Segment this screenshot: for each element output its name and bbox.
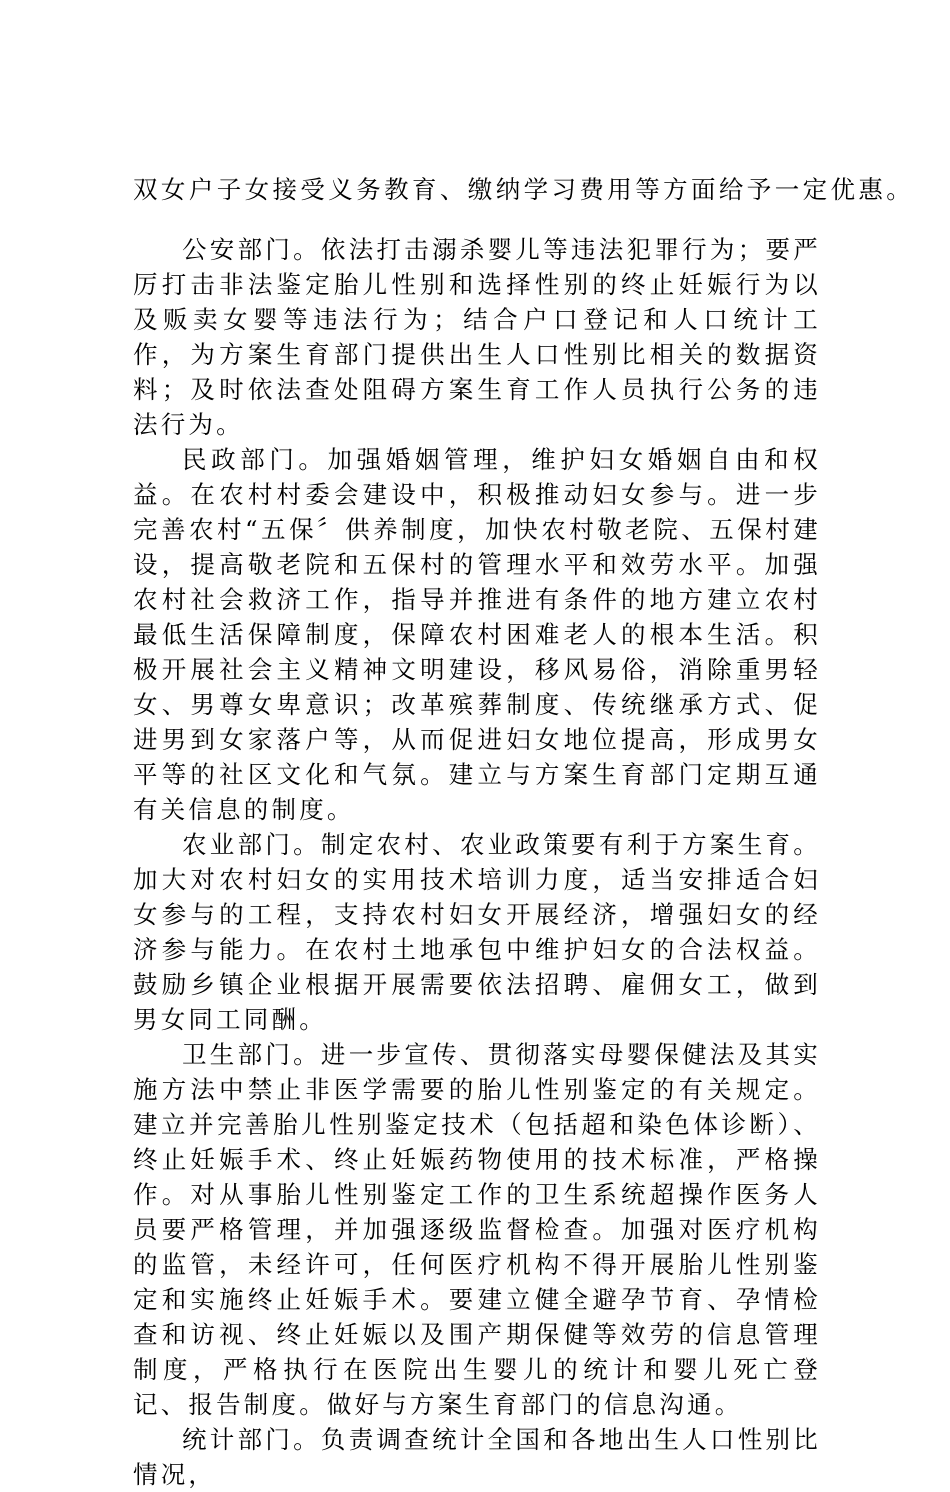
paragraph-health: 卫生部门。进一步宣传、贯彻落实母婴保健法及其实施方法中禁止非医学需要的胎儿性别鉴定的有关规定。建立并完善胎儿性别鉴定技术（包括超和染色体诊断）、终止妊娠手术、终止妊娠药物使用的技术标准，严格操作。对从事胎儿性别鉴定工作的卫生系统超操作医务人员要严格管理，并加强逐级监督检查。加强对医疗机构的监管，未经许可，任何医疗机构不得开展胎儿性别鉴定和实施终止妊娠手术。要建立健全避孕节育、孕情检查和访视、终止妊娠以及围产期保健等效劳的信息管理制度，严格执行在医院出生婴儿的统计和婴儿死亡登记、报告制度。做好与方案生育部门的信息沟通。 — [133, 1040, 821, 1419]
continuation-line: 双女户子女接受义务教育、缴纳学习费用等方面给予一定优惠。 — [133, 175, 915, 204]
paragraph-agriculture: 农业部门。制定农村、农业政策要有利于方案生育。加大对农村妇女的实用技术培训力度，适当安排适合妇女参与的工程，支持农村妇女开展经济，增强妇女的经济参与能力。在农村土地承包中维护妇女的合法权益。鼓励乡镇企业根据开展需要依法招聘、雇佣女工，做到男女同工同酬。 — [133, 830, 821, 1034]
paragraph-civil-affairs: 民政部门。加强婚姻管理，维护妇女婚姻自由和权益。在农村村委会建设中，积极推动妇女参与。进一步完善农村“五保〞供养制度，加快农村敬老院、五保村建设，提高敬老院和五保村的管理水平和效劳水平。加强农村社会救济工作，指导并推进有条件的地方建立农村最低生活保障制度，保障农村困难老人的根本生活。积极开展社会主义精神文明建设，移风易俗，消除重男轻女、男尊女卑意识；改革殡葬制度、传统继承方式、促进男到女家落户等，从而促进妇女地位提高，形成男女平等的社区文化和气氛。建立与方案生育部门定期互通有关信息的制度。 — [133, 445, 821, 824]
paragraph-public-security: 公安部门。依法打击溺杀婴儿等违法犯罪行为；要严厉打击非法鉴定胎儿性别和选择性别的终止妊娠行为以及贩卖女婴等违法行为；结合户口登记和人口统计工作，为方案生育部门提供出生人口性别比相关的数据资料；及时依法查处阻碍方案生育工作人员执行公务的违法行为。 — [133, 235, 821, 439]
document-body — [133, 232, 821, 1492]
paragraph-statistics: 统计部门。负责调查统计全国和各地出生人口性别比情况， — [133, 1425, 821, 1489]
